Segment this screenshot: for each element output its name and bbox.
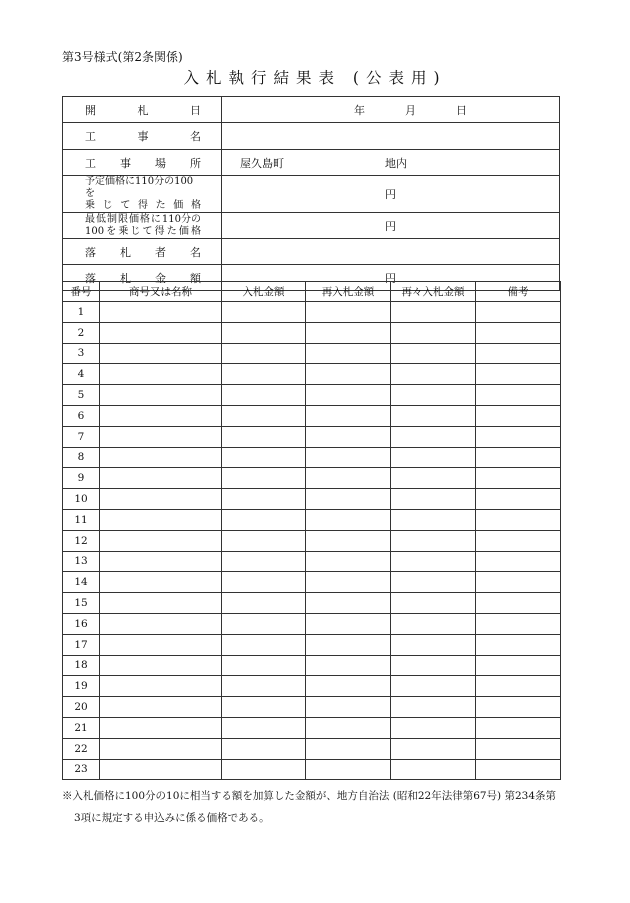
bid-row — [63, 364, 561, 385]
label-char: 札 — [120, 245, 131, 259]
bid-amount-cell[interactable] — [222, 343, 306, 364]
row-number: 9 — [63, 468, 100, 489]
company-name-cell[interactable] — [100, 468, 222, 489]
label-char: 札 — [137, 103, 149, 117]
label-chars — [222, 102, 559, 118]
remarks-cell[interactable] — [476, 655, 561, 676]
row-number: 10 — [63, 489, 100, 510]
remarks-cell[interactable] — [476, 343, 561, 364]
label-char: 工 — [85, 156, 96, 170]
label-char: 格 — [190, 225, 201, 237]
rebid-amount-cell[interactable] — [306, 489, 391, 510]
label-char: 得 — [154, 225, 165, 237]
label-char: に — [150, 213, 161, 225]
bid-row — [63, 302, 561, 323]
col-re-rebid-amount: 再々入札金額 — [391, 282, 476, 302]
company-name-cell[interactable] — [100, 364, 222, 385]
row-number: 13 — [63, 551, 100, 572]
rebid-amount-cell[interactable] — [306, 509, 391, 530]
bid-row — [63, 717, 561, 738]
label-char: 得 — [137, 200, 148, 211]
remarks-cell[interactable] — [476, 426, 561, 447]
min-price-label — [63, 213, 222, 239]
label-char: 最 — [85, 213, 95, 225]
bid-amount-cell[interactable] — [222, 509, 306, 530]
label-char: 価 — [178, 225, 189, 237]
label-chars — [85, 214, 201, 226]
winner-value[interactable] — [222, 239, 560, 265]
company-name-cell[interactable] — [100, 405, 222, 426]
yen-unit: 円 — [385, 271, 396, 285]
label-char: 名 — [190, 245, 201, 259]
company-name-cell[interactable] — [100, 343, 222, 364]
row-number: 12 — [63, 530, 100, 551]
company-name-cell[interactable] — [100, 447, 222, 468]
label-char: じ — [130, 225, 141, 237]
re-rebid-amount-cell[interactable] — [391, 759, 476, 780]
label-chars — [85, 200, 201, 212]
label-char: 低 — [95, 213, 106, 225]
bid-row — [63, 593, 561, 614]
bid-row — [63, 343, 561, 364]
bid-row — [63, 447, 561, 468]
bid-row — [63, 634, 561, 655]
row-number: 6 — [63, 405, 100, 426]
re-rebid-amount-cell[interactable] — [391, 717, 476, 738]
bids-body — [63, 302, 561, 780]
row-number: 7 — [63, 426, 100, 447]
remarks-cell[interactable] — [476, 530, 561, 551]
label-char: 年 — [354, 103, 365, 117]
row-number: 8 — [63, 447, 100, 468]
min-price-row — [63, 213, 560, 239]
remarks-cell[interactable] — [476, 322, 561, 343]
rebid-amount-cell[interactable] — [306, 405, 391, 426]
header-table — [62, 96, 560, 291]
rebid-amount-cell[interactable] — [306, 655, 391, 676]
re-rebid-amount-cell[interactable] — [391, 593, 476, 614]
label-chars — [63, 102, 221, 118]
winner-label — [63, 239, 222, 265]
re-rebid-amount-cell[interactable] — [391, 302, 476, 323]
label-char: 乗 — [85, 200, 95, 211]
project-location-value[interactable] — [222, 150, 560, 176]
bid-amount-cell[interactable] — [222, 572, 306, 593]
rebid-amount-cell[interactable] — [306, 738, 391, 759]
remarks-cell[interactable] — [476, 364, 561, 385]
company-name-cell[interactable] — [100, 655, 222, 676]
location-town: 屋久島町 — [240, 156, 284, 170]
project-location-label — [63, 150, 222, 176]
remarks-cell[interactable] — [476, 385, 561, 406]
company-name-cell[interactable] — [100, 509, 222, 530]
label-char: 落 — [85, 245, 96, 259]
re-rebid-amount-cell[interactable] — [391, 572, 476, 593]
remarks-cell[interactable] — [476, 302, 561, 323]
planned-price-row — [63, 176, 560, 213]
rebid-amount-cell[interactable] — [306, 343, 391, 364]
re-rebid-amount-cell[interactable] — [391, 738, 476, 759]
bid-amount-cell[interactable] — [222, 759, 306, 780]
row-number: 20 — [63, 697, 100, 718]
label-char: た — [166, 225, 177, 237]
re-rebid-amount-cell[interactable] — [391, 426, 476, 447]
label-char: 日 — [190, 103, 201, 117]
row-number: 19 — [63, 676, 100, 697]
winner-row — [63, 239, 560, 265]
row-number: 17 — [63, 634, 100, 655]
label-char: 札 — [120, 271, 131, 285]
opening-date-label — [63, 97, 222, 123]
bid-amount-cell[interactable] — [222, 385, 306, 406]
remarks-cell[interactable] — [476, 759, 561, 780]
remarks-cell[interactable] — [476, 676, 561, 697]
bid-row — [63, 509, 561, 530]
remarks-cell[interactable] — [476, 738, 561, 759]
label-char: 所 — [190, 156, 201, 170]
rebid-amount-cell[interactable] — [306, 593, 391, 614]
bid-amount-cell[interactable] — [222, 738, 306, 759]
row-number: 4 — [63, 364, 100, 385]
remarks-cell[interactable] — [476, 468, 561, 489]
bid-amount-cell[interactable] — [222, 364, 306, 385]
label-chars — [63, 128, 221, 144]
re-rebid-amount-cell[interactable] — [391, 655, 476, 676]
label-char: 事 — [120, 156, 131, 170]
remarks-cell[interactable] — [476, 509, 561, 530]
re-rebid-amount-cell[interactable] — [391, 468, 476, 489]
bid-row — [63, 530, 561, 551]
re-rebid-amount-cell[interactable] — [391, 613, 476, 634]
label-chars — [85, 226, 201, 238]
label-char: 開 — [85, 103, 96, 117]
col-rebid-amount: 再入札金額 — [306, 282, 391, 302]
rebid-amount-cell[interactable] — [306, 530, 391, 551]
re-rebid-amount-cell[interactable] — [391, 509, 476, 530]
col-bid-amount: 入札金額 — [222, 282, 306, 302]
bid-row — [63, 759, 561, 780]
planned-price-label — [63, 176, 222, 213]
bid-row — [63, 385, 561, 406]
bid-amount-cell[interactable] — [222, 302, 306, 323]
re-rebid-amount-cell[interactable] — [391, 530, 476, 551]
remarks-cell[interactable] — [476, 447, 561, 468]
label-chars — [63, 155, 221, 171]
bid-row — [63, 655, 561, 676]
bid-amount-cell[interactable] — [222, 634, 306, 655]
project-name-label — [63, 123, 222, 150]
rebid-amount-cell[interactable] — [306, 364, 391, 385]
bid-row — [63, 738, 561, 759]
re-rebid-amount-cell[interactable] — [391, 405, 476, 426]
label-char: 価 — [128, 213, 139, 225]
label-char: 事 — [137, 130, 149, 143]
bid-amount-cell[interactable] — [222, 489, 306, 510]
footnote-line2: 3項に規定する申込みに係る価格である。 — [74, 812, 270, 824]
row-number: 11 — [63, 509, 100, 530]
bid-row — [63, 405, 561, 426]
company-name-cell[interactable] — [100, 759, 222, 780]
remarks-cell[interactable] — [476, 634, 561, 655]
bid-row — [63, 489, 561, 510]
label-char: 限 — [117, 213, 128, 225]
rebid-amount-cell[interactable] — [306, 717, 391, 738]
bid-row — [63, 322, 561, 343]
col-number: 番号 — [63, 282, 100, 302]
label-char: 名 — [190, 130, 201, 143]
re-rebid-amount-cell[interactable] — [391, 697, 476, 718]
project-name-row — [63, 123, 560, 150]
yen-unit: 円 — [385, 219, 396, 233]
company-name-cell[interactable] — [100, 634, 222, 655]
rebid-amount-cell[interactable] — [306, 759, 391, 780]
label-char: 者 — [155, 245, 166, 259]
location-suffix: 地内 — [385, 156, 407, 170]
bid-amount-cell[interactable] — [222, 676, 306, 697]
col-company-name: 商号又は名称 — [100, 282, 222, 302]
company-name-cell[interactable] — [100, 302, 222, 323]
row-number: 22 — [63, 738, 100, 759]
remarks-cell[interactable] — [476, 405, 561, 426]
re-rebid-amount-cell[interactable] — [391, 322, 476, 343]
bid-amount-cell[interactable] — [222, 593, 306, 614]
company-name-cell[interactable] — [100, 697, 222, 718]
bid-amount-cell[interactable] — [222, 655, 306, 676]
company-name-cell[interactable] — [100, 426, 222, 447]
label-char: 金 — [155, 271, 166, 285]
min-price-value[interactable] — [222, 213, 560, 239]
company-name-cell[interactable] — [100, 551, 222, 572]
bid-row — [63, 468, 561, 489]
company-name-cell[interactable] — [100, 613, 222, 634]
company-name-cell[interactable] — [100, 738, 222, 759]
re-rebid-amount-cell[interactable] — [391, 551, 476, 572]
rebid-amount-cell[interactable] — [306, 613, 391, 634]
form-number: 第3号様式(第2条関係) — [62, 50, 183, 64]
remarks-cell[interactable] — [476, 717, 561, 738]
label-char: 落 — [85, 271, 96, 285]
footnote — [62, 785, 582, 829]
bid-row — [63, 572, 561, 593]
project-location-row — [63, 150, 560, 176]
bid-row — [63, 613, 561, 634]
footnote-line1: ※入札価格に100分の10に相当する額を加算した金額が、地方自治法 (昭和22年法律第67号) 第234条第 — [62, 790, 557, 802]
rebid-amount-cell[interactable] — [306, 447, 391, 468]
row-number: 18 — [63, 655, 100, 676]
remarks-cell[interactable] — [476, 593, 561, 614]
re-rebid-amount-cell[interactable] — [391, 489, 476, 510]
label-char: て — [120, 200, 131, 211]
re-rebid-amount-cell[interactable] — [391, 676, 476, 697]
re-rebid-amount-cell[interactable] — [391, 447, 476, 468]
remarks-cell[interactable] — [476, 572, 561, 593]
remarks-cell[interactable] — [476, 697, 561, 718]
label-char: 価 — [173, 200, 184, 211]
bid-amount-cell[interactable] — [222, 697, 306, 718]
bid-amount-cell[interactable] — [222, 551, 306, 572]
label-char: 100 — [85, 225, 105, 237]
company-name-cell[interactable] — [100, 385, 222, 406]
rebid-amount-cell[interactable] — [306, 302, 391, 323]
row-number: 5 — [63, 385, 100, 406]
yen-unit: 円 — [385, 188, 396, 201]
rebid-amount-cell[interactable] — [306, 697, 391, 718]
row-number: 16 — [63, 613, 100, 634]
row-number: 21 — [63, 717, 100, 738]
row-number: 15 — [63, 593, 100, 614]
bid-amount-cell[interactable] — [222, 447, 306, 468]
re-rebid-amount-cell[interactable] — [391, 385, 476, 406]
label-char: 格 — [139, 213, 150, 225]
bids-table — [62, 281, 561, 780]
opening-date-value[interactable] — [222, 97, 560, 123]
rebid-amount-cell[interactable] — [306, 634, 391, 655]
bid-amount-cell[interactable] — [222, 530, 306, 551]
company-name-cell[interactable] — [100, 530, 222, 551]
project-name-value[interactable] — [222, 123, 560, 150]
row-number: 14 — [63, 572, 100, 593]
label-char: じ — [102, 200, 113, 211]
company-name-cell[interactable] — [100, 489, 222, 510]
rebid-amount-cell[interactable] — [306, 676, 391, 697]
row-number: 23 — [63, 759, 100, 780]
re-rebid-amount-cell[interactable] — [391, 364, 476, 385]
bid-row — [63, 551, 561, 572]
row-number: 1 — [63, 302, 100, 323]
company-name-cell[interactable] — [100, 322, 222, 343]
col-remarks: 備考 — [476, 282, 561, 302]
bid-row — [63, 676, 561, 697]
bid-amount-cell[interactable] — [222, 468, 306, 489]
opening-date-row — [63, 97, 560, 123]
label-chars — [63, 244, 221, 260]
planned-price-label-line1: 予定価格に110分の100を — [85, 176, 194, 199]
planned-price-value[interactable] — [222, 176, 560, 213]
label-char: 110分の — [161, 213, 201, 225]
bid-amount-cell[interactable] — [222, 405, 306, 426]
bid-amount-cell[interactable] — [222, 426, 306, 447]
rebid-amount-cell[interactable] — [306, 551, 391, 572]
label-char: て — [142, 225, 153, 237]
remarks-cell[interactable] — [476, 613, 561, 634]
label-char: た — [155, 200, 166, 211]
rebid-amount-cell[interactable] — [306, 322, 391, 343]
row-number: 3 — [63, 343, 100, 364]
bid-amount-cell[interactable] — [222, 322, 306, 343]
rebid-amount-cell[interactable] — [306, 572, 391, 593]
rebid-amount-cell[interactable] — [306, 385, 391, 406]
label-char: 月 — [405, 103, 416, 117]
bids-header-row — [63, 282, 561, 302]
company-name-cell[interactable] — [100, 717, 222, 738]
label-char: 乗 — [118, 225, 129, 237]
re-rebid-amount-cell[interactable] — [391, 343, 476, 364]
remarks-cell[interactable] — [476, 551, 561, 572]
rebid-amount-cell[interactable] — [306, 426, 391, 447]
rebid-amount-cell[interactable] — [306, 468, 391, 489]
company-name-cell[interactable] — [100, 676, 222, 697]
label-char: を — [106, 225, 117, 237]
bid-amount-cell[interactable] — [222, 717, 306, 738]
bid-row — [63, 697, 561, 718]
label-char: 場 — [155, 156, 166, 170]
label-char: 額 — [190, 271, 201, 285]
label-char: 工 — [85, 130, 96, 143]
company-name-cell[interactable] — [100, 593, 222, 614]
row-number: 2 — [63, 322, 100, 343]
label-char: 格 — [190, 200, 201, 211]
label-char: 日 — [456, 103, 467, 117]
re-rebid-amount-cell[interactable] — [391, 634, 476, 655]
bid-row — [63, 426, 561, 447]
remarks-cell[interactable] — [476, 489, 561, 510]
company-name-cell[interactable] — [100, 572, 222, 593]
label-char: 制 — [106, 213, 117, 225]
page-title: 入札執行結果表 (公表用) — [183, 69, 447, 87]
bid-amount-cell[interactable] — [222, 613, 306, 634]
